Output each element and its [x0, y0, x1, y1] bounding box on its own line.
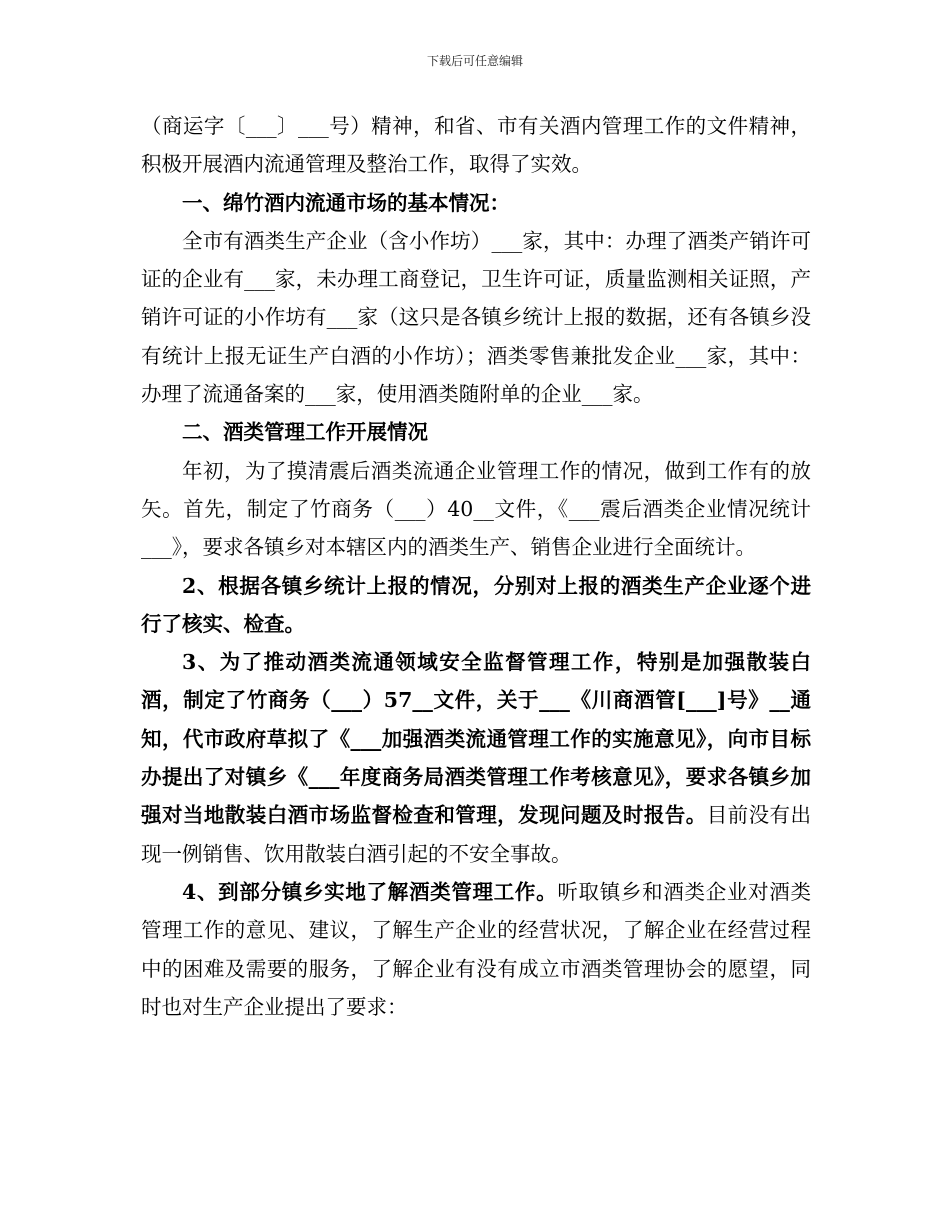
- work-item-3-bold-text: 3、为了推动酒类流通领域安全监督管理工作，特别是加强散装白酒，制定了竹商务（___）57__文件，关于___《川商酒管[___]号》__通知，代市政府草拟了《___加强酒类流通管理工作的实施意见》，向市目标办提出了对镇乡《___年度商务局酒类管理工作考核意见》，要求各镇乡加强对当地散装白酒市场监督检查和管理，发现问题及时报告。: [141, 650, 811, 828]
- document-body: [141, 107, 811, 1026]
- paragraph-market-overview: 全市有酒类生产企业（含小作坊）___家，其中：办理了酒类产销许可证的企业有___家，未办理工商登记，卫生许可证，质量监测相关证照，产销许可证的小作坊有___家（这只是各镇乡统计上报的数据，还有各镇乡没有统计上报无证生产白酒的小作坊）；酒类零售兼批发企业___家，其中：办理了流通备案的___家，使用酒类随附单的企业___家。: [141, 228, 811, 407]
- work-item-3-rest-text: 目前没有出现一例销售、饮用散装白酒引起的不安全事故。: [141, 803, 812, 866]
- paragraph-work-item-4: [141, 873, 811, 1026]
- paragraph-work-item-2: 2、根据各镇乡统计上报的情况，分别对上报的酒类生产企业逐个进行了核实、检查。: [141, 573, 811, 636]
- work-item-4-rest-text: 听取镇乡和酒类企业对酒类管理工作的意见、建议，了解生产企业的经营状况，了解企业在经营过程中的困难及需要的服务，了解企业有没有成立市酒类管理协会的愿望，同时也对生产企业提出了要求：: [141, 879, 812, 1019]
- paragraph-intro: （商运字〔___〕___号）精神，和省、市有关酒内管理工作的文件精神，积极开展酒内流通管理及整治工作，取得了实效。: [141, 114, 811, 177]
- paragraph-work-item-1: 年初，为了摸清震后酒类流通企业管理工作的情况，做到工作有的放矢。首先，制定了竹商务（___）40__文件，《___震后酒类企业情况统计___》，要求各镇乡对本辖区内的酒类生产、销售企业进行全面统计。: [141, 458, 811, 560]
- section-heading-1: 一、绵竹酒内流通市场的基本情况：: [182, 190, 510, 215]
- work-item-4-bold-text: 4、到部分镇乡实地了解酒类管理工作。: [182, 879, 558, 904]
- paragraph-work-item-3: [141, 643, 811, 873]
- section-heading-2: 二、酒类管理工作开展情况: [182, 420, 428, 445]
- page-header: 下载后可任意编辑: [426, 54, 523, 68]
